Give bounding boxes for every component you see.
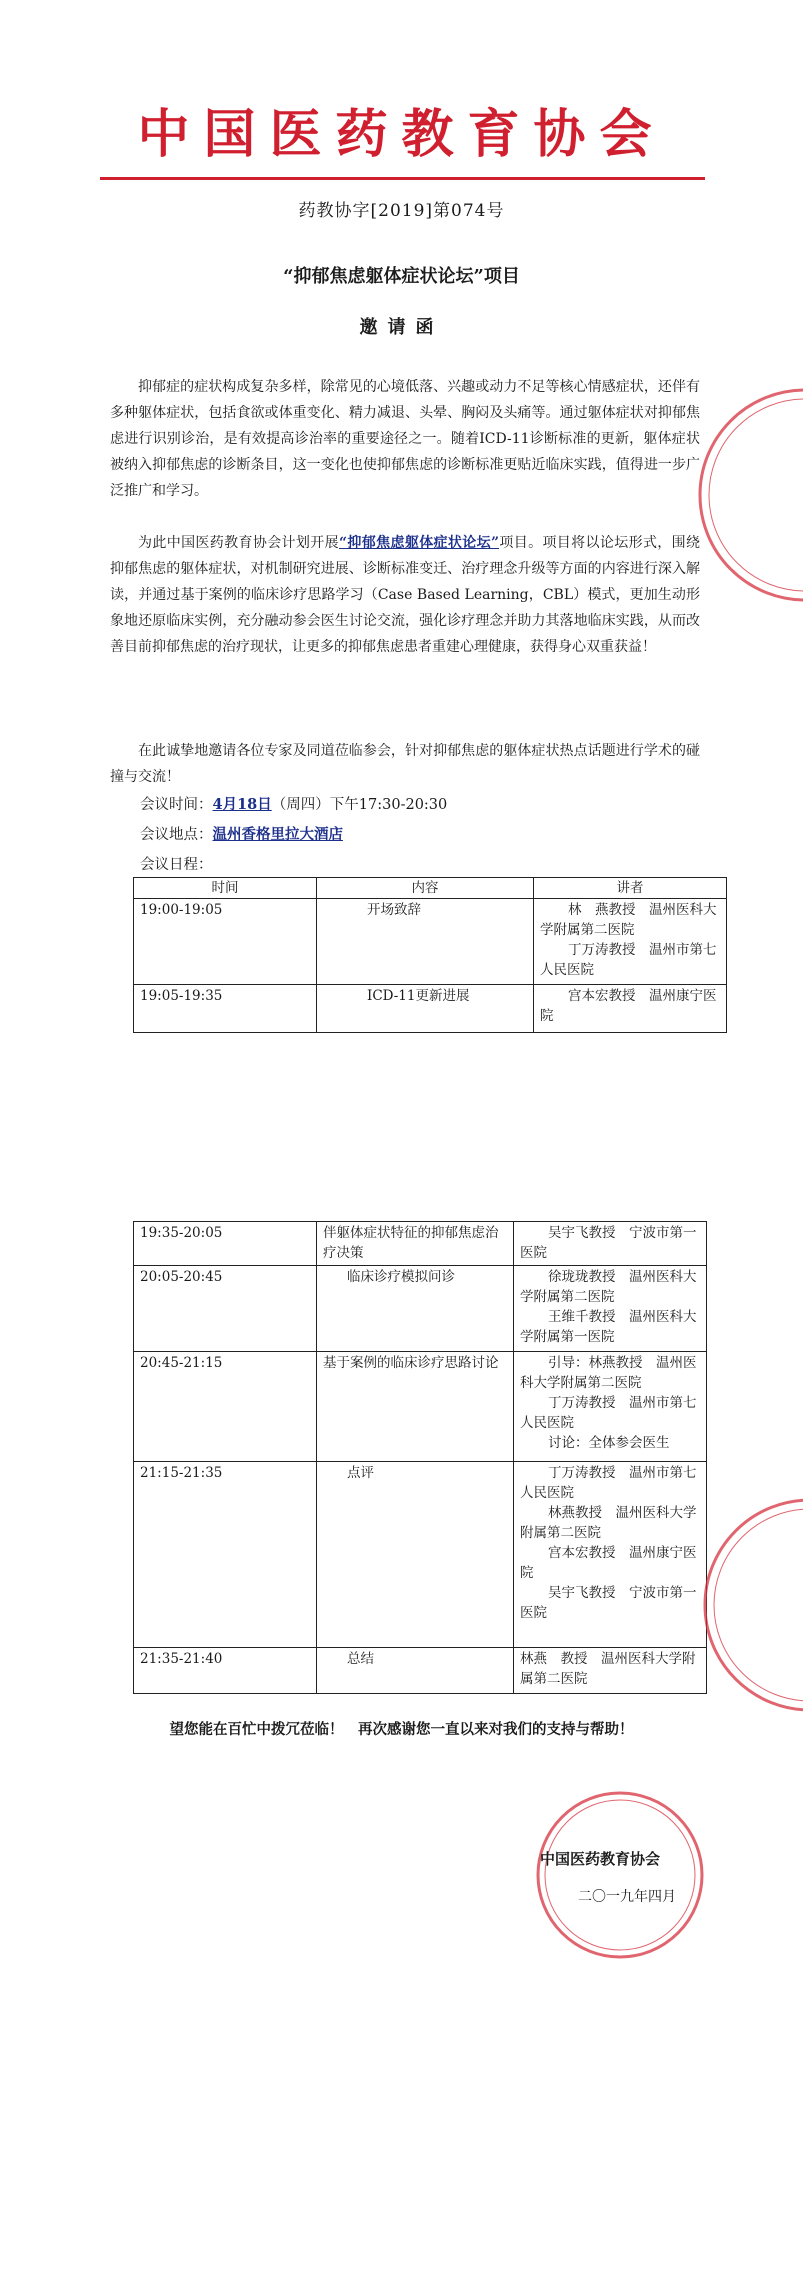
row-time: 21:15-21:35 [134, 1462, 317, 1648]
table-row [134, 1266, 707, 1352]
table-row [134, 1648, 707, 1694]
speaker-line: 讨论：全体参会医生 [548, 1435, 670, 1451]
seal-text-fragment-3: 教 [720, 1581, 740, 1605]
row-speakers [514, 1462, 707, 1648]
official-seal [530, 1785, 710, 1965]
row-content: 临床诊疗模拟问诊 [317, 1266, 514, 1352]
schedule-table-2 [133, 1221, 707, 1694]
speaker-line: 徐珑珑教授 温州医科大学附属第二医院 [520, 1269, 697, 1305]
row-time: 20:05-20:45 [134, 1266, 317, 1352]
signature-date: 二〇一九年四月 [578, 1889, 676, 1905]
speaker-line: 宫本宏教授 温州康宁医院 [540, 988, 717, 1024]
table-header-row [134, 878, 727, 899]
row-time: 20:45-21:15 [134, 1352, 317, 1462]
seal-text-fragment-4: 育 [755, 1591, 775, 1615]
header-speaker: 讲者 [534, 878, 727, 899]
row-time: 19:35-20:05 [134, 1222, 317, 1266]
table-row [134, 1462, 707, 1648]
meeting-place [140, 822, 343, 848]
speaker-line: 吴宇飞教授 宁波市第一医院 [520, 1585, 697, 1621]
seal-text-fragment-5: 协 [775, 1641, 795, 1665]
table-row [134, 1222, 707, 1266]
closing-note: 望您能在百忙中拨冗莅临！ 再次感谢您一直以来对我们的支持与帮助！ [169, 1721, 634, 1738]
row-content: 基于案例的临床诊疗思路讨论 [317, 1352, 514, 1462]
paragraph-project-suffix: 项目。项目将以论坛形式，围绕抑郁焦虑的躯体症状，对机制研究进展、诊断标准变迁、治疗理念升级等方面的内容进行深入解读，并通过基于案例的临床诊疗思路学习（Case Based Learning，CBL）模式，更加生动形象地还原临床实例，充分融动参会医生讨论交流，强化诊疗理念并助力其落地临床实践，从而改善目前抑郁焦虑的治疗现状，让更多的抑郁焦虑患者重建心理健康，获得身心双重获益！ [110, 535, 701, 655]
paragraph-project [110, 530, 700, 660]
speaker-line: 林燕教授 温州医科大学附属第二医院 [520, 1505, 697, 1541]
speaker-line: 吴宇飞教授 宁波市第一医院 [520, 1225, 697, 1261]
seal-text-fragment-1: 药 [730, 441, 750, 465]
header-time: 时间 [134, 878, 317, 899]
seal-stamp-right-edge [690, 380, 803, 610]
row-speakers [534, 985, 727, 1033]
paragraph-project-prefix: 为此中国医药教育协会计划开展 [138, 535, 339, 551]
seal-text-fragment-7: 医 [552, 1861, 572, 1885]
speaker-line: 丁万涛教授 温州市第七人民医院 [520, 1465, 697, 1501]
paragraph-intro: 抑郁症的症状构成复杂多样，除常见的心境低落、兴趣或动力不足等核心情感症状，还伴有多种躯体症状，包括食欲或体重变化、精力减退、头晕、胸闷及头痛等。通过躯体症状对抑郁焦虑进行识别诊治，是有效提高诊治率的重要途径之一。随着ICD-11诊断标准的更新，躯体症状被纳入抑郁焦虑的诊断条目，这一变化也使抑郁焦虑的诊断标准更贴近临床实践，值得进一步广泛推广和学习。 [110, 379, 700, 499]
seal-stamp-right-edge-2 [700, 1490, 803, 1720]
speaker-line: 林燕 教授 温州医科大学附属第二医院 [520, 1651, 696, 1687]
letterhead-rule [100, 177, 705, 180]
meeting-time-rest: （周四）下午17:30-20:30 [271, 797, 448, 813]
row-time: 19:00-19:05 [134, 899, 317, 985]
page-break [0, 1160, 803, 1182]
seal-text-fragment-8: 协 [670, 1861, 690, 1885]
row-content: 开场致辞 [317, 899, 534, 985]
project-name-highlight: “抑郁焦虑躯体症状论坛” [339, 535, 500, 551]
paragraph-invite: 在此诚挚地邀请各位专家及同道莅临参会，针对抑郁焦虑的躯体症状热点话题进行学术的碰撞与交流！ [110, 743, 700, 785]
doc-title: “抑郁焦虑躯体症状论坛”项目 [283, 266, 520, 287]
meeting-time-label: 会议时间： [140, 797, 213, 813]
table-row [134, 899, 727, 985]
meeting-place-value: 温州香格里拉大酒店 [212, 826, 343, 843]
org-letterhead: 中国医药教育协会 [137, 105, 666, 165]
row-speakers [534, 899, 727, 985]
speaker-line: 宫本宏教授 温州康宁医院 [520, 1545, 697, 1581]
row-time: 21:35-21:40 [134, 1648, 317, 1694]
row-speakers [514, 1352, 707, 1462]
seal-text-fragment-2: 国 [715, 481, 735, 505]
row-speakers [514, 1648, 707, 1694]
row-content: ICD-11更新进展 [317, 985, 534, 1033]
row-content: 总结 [317, 1648, 514, 1694]
row-time: 19:05-19:35 [134, 985, 317, 1033]
row-content: 点评 [317, 1462, 514, 1648]
header-content: 内容 [317, 878, 534, 899]
speaker-line: 林 燕教授 温州医科大学附属第二医院 [540, 902, 717, 938]
row-content: 伴躯体症状特征的抑郁焦虑治疗决策 [317, 1222, 514, 1266]
table-row [134, 985, 727, 1033]
meeting-time-value: 4月18日 [212, 796, 272, 813]
document-number: 药教协字[2019]第074号 [298, 201, 505, 221]
table-row [134, 1352, 707, 1462]
schedule-table-1 [133, 877, 727, 1033]
row-speakers [514, 1222, 707, 1266]
meeting-place-label: 会议地点： [140, 827, 213, 843]
meeting-time [140, 792, 447, 818]
speaker-line: 引导：林燕教授 温州医科大学附属第二医院 [520, 1355, 697, 1391]
agenda-label: 会议日程： [140, 857, 213, 873]
signature-org: 中国医药教育协会 [540, 1850, 661, 1868]
seal-text-fragment-6: 药 教 [590, 1806, 637, 1830]
speaker-line: 王维千教授 温州医科大学附属第一医院 [520, 1309, 697, 1345]
row-speakers [514, 1266, 707, 1352]
doc-subtitle: 邀请函 [359, 317, 444, 338]
speaker-line: 丁万涛教授 温州市第七人民医院 [520, 1395, 697, 1431]
speaker-line: 丁万涛教授 温州市第七人民医院 [540, 942, 717, 978]
